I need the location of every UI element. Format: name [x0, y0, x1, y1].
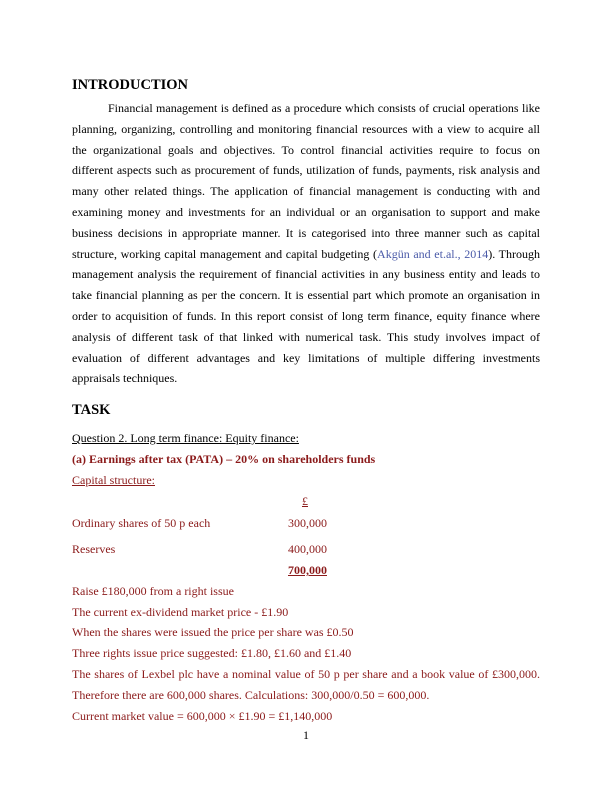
task-line: Raise £180,000 from a right issue: [72, 583, 234, 598]
row-value: 300,000: [288, 516, 327, 531]
document-page: [72, 76, 540, 726]
row-label: Ordinary shares of 50 p each: [72, 516, 211, 531]
task-line: The shares of Lexbel plc have a nominal value of 50 p per share and a book value of £300,000. Therefore there are 600,000 shares. Calculations: 300,000/0.50 = 600,000.: [72, 666, 540, 702]
task-line: When the shares were issued the price per share was £0.50: [72, 625, 354, 640]
total-row: [72, 560, 540, 581]
currency-row: [72, 491, 540, 512]
capital-row: [72, 539, 540, 560]
intro-heading: INTRODUCTION: [72, 77, 189, 93]
total-value: 700,000: [288, 562, 327, 577]
page-number: 1: [303, 728, 309, 742]
intro-text-after: ). Through management analysis the requirement of financial activities in any business entity and leads to take financial planning as per the concern. It is essential part which promote an organisation in order to acquisition of funds. In this report consist of long term finance, equity finance where analysis of different task of that linked with numerical task. This study involves impact of evaluation of different advantages and key limitations of multiple differing investments appraisals techniques.: [72, 246, 541, 386]
task-line: The current ex-dividend market price - £1.90: [72, 604, 289, 619]
capital-structure-label: Capital structure:: [72, 472, 155, 487]
question-title: Question 2. Long term finance: Equity finance:: [72, 431, 299, 446]
citation: Akgün and et.al., 2014: [377, 246, 489, 261]
task-heading: TASK: [72, 402, 111, 419]
row-value: 400,000: [288, 542, 327, 557]
row-label: Reserves: [72, 542, 116, 557]
intro-paragraph: [72, 98, 540, 389]
currency-symbol: £: [302, 493, 308, 508]
task-line: Three rights issue price suggested: £1.80, £1.60 and £1.40: [72, 646, 352, 661]
capital-row: [72, 513, 540, 534]
intro-text-before: Financial management is defined as a procedure which consists of crucial operations like planning, organizing, controlling and monitoring financial resources with a view to acquire all the organizational goals and objectives. To control financial activities require to focus on different aspects such as procurement of funds, utilization of funds, payments, risk analysis and many other related things. The application of financial management is conducting with and examining money and investments for an individual or an organisation to support and make business decisions in appropriate manner. It is categorised into three manner such as capital structure, working capital management and capital budgeting (: [72, 101, 540, 261]
subheading: (a) Earnings after tax (PATA) – 20% on shareholders funds: [72, 451, 376, 466]
task-line: Current market value = 600,000 × £1.90 = £1,140,000: [72, 708, 333, 723]
